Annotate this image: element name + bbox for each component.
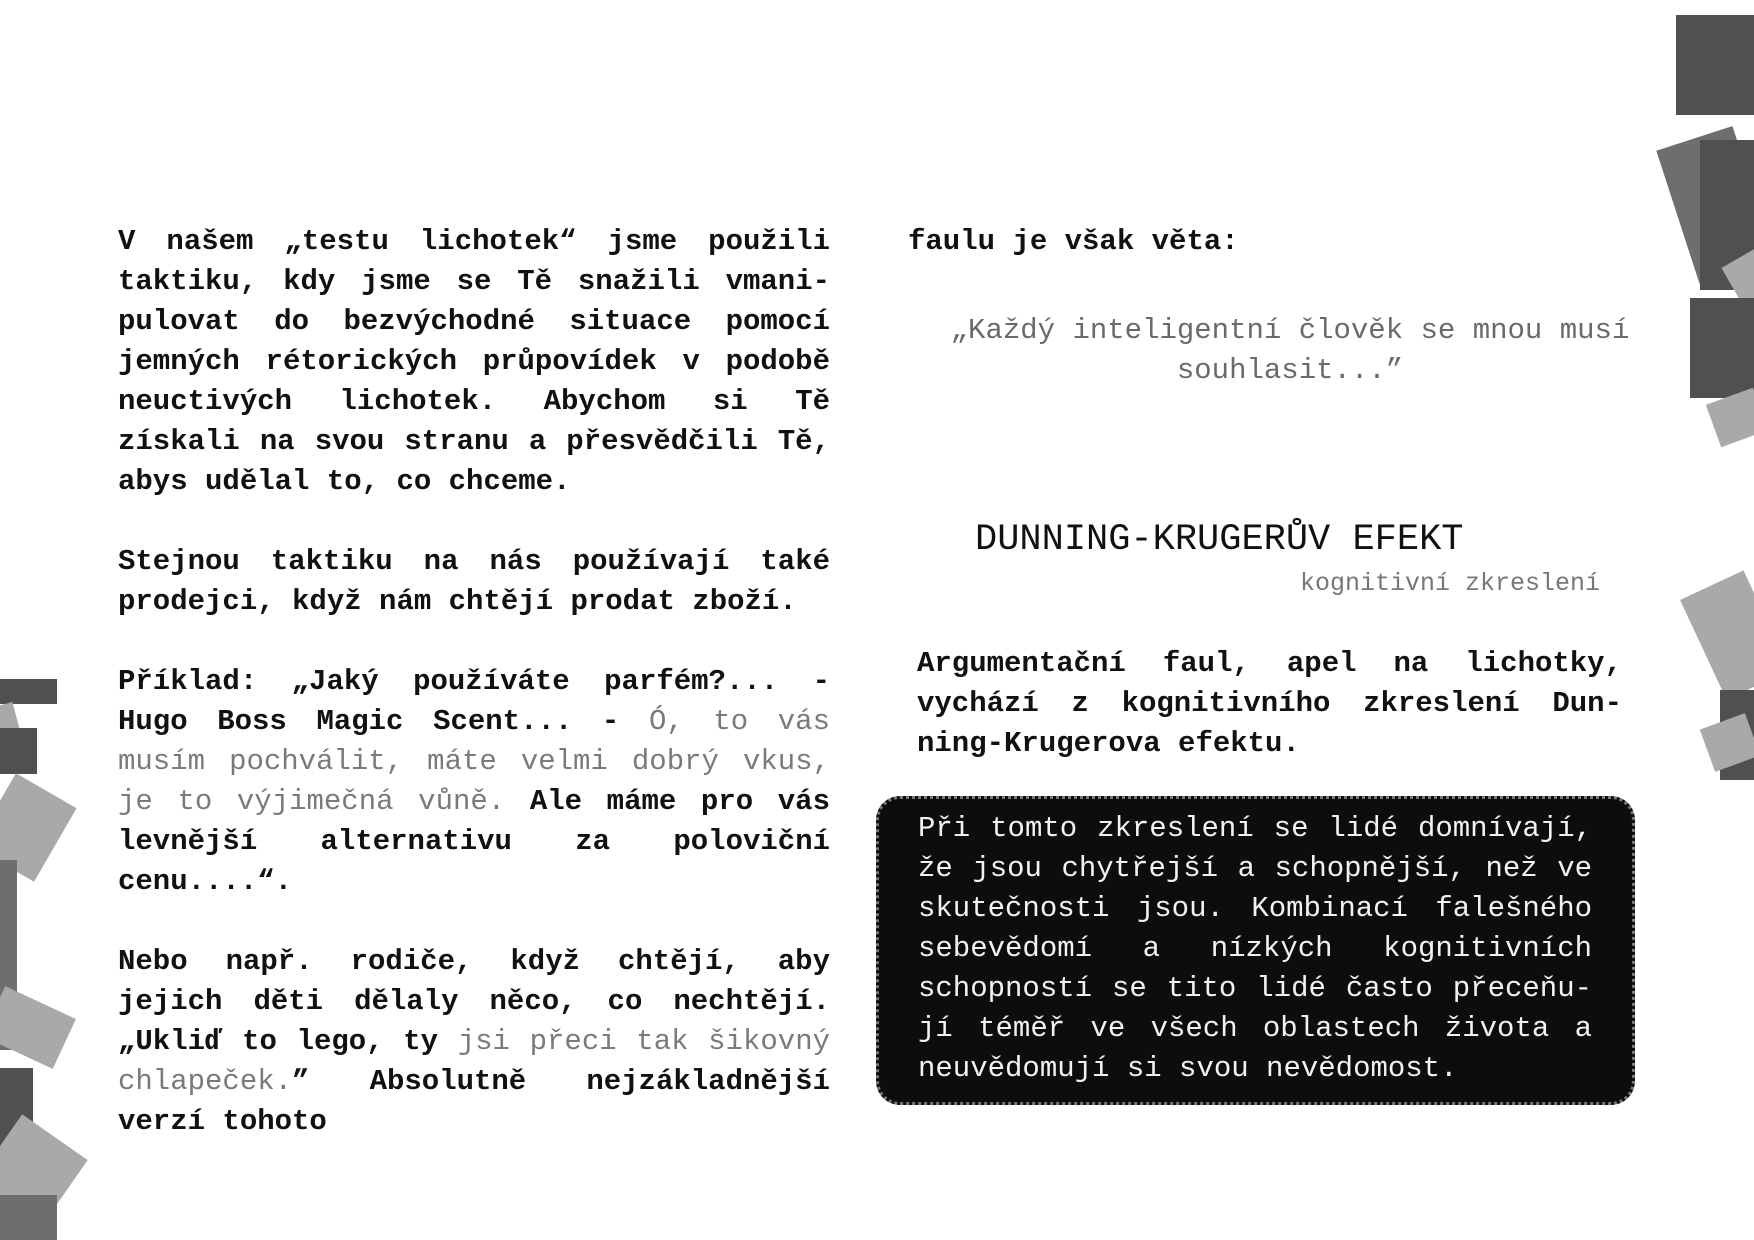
decorative-square: [0, 986, 76, 1069]
continuation-text: faulu je však věta:: [908, 225, 1239, 258]
parents-text: Nebo např. rodiče, když chtějí, aby jejich děti dělaly něco, co nechtějí. „Ukliď to lego, ty: [118, 945, 830, 1058]
example-text: Příklad: „Jaký používáte parfém?... - Hugo Boss Magic Scent... -: [118, 665, 830, 738]
parents-flattery-highlight: jsi přeci tak šikovný chlapeček.: [118, 1025, 830, 1098]
section-subheading: kognitivní zkreslení: [1299, 569, 1600, 598]
info-box: [876, 796, 1635, 1105]
decorative-square: [0, 1195, 57, 1240]
section-heading: DUNNING-KRUGERŮV EFEKT: [975, 519, 1464, 561]
decorative-square: [1676, 15, 1754, 115]
info-box-text: Při tomto zkreslení se lidé domnívají, že jsou chytřejší a schopnější, než ve skutečnosti jsou. Kombinací falešného sebevědomí a nízkých kognitivních schopností se tito lidé často přeceňují téměř ve všech oblastech života a neuvědomují si svou nevědomost.: [918, 812, 1592, 1085]
decorative-square: [0, 679, 57, 704]
paragraph-sellers: Stejnou taktiku na nás používají také prodejci, když nám chtějí prodat zboží.: [118, 545, 830, 618]
quote: „Každý inteligentní člověk se mnou musí souhlasit...”: [950, 314, 1630, 387]
parents-text-end: ” Absolutně nejzákladnější verzí tohoto: [118, 1065, 830, 1138]
decorative-square: [0, 728, 37, 774]
example-flattery-highlight: Ó, to vás musím pochválit, máte velmi dobrý vkus, je to výjimečná vůně.: [118, 705, 830, 818]
paragraph-flattery-test: V našem „testu lichotek“ jsme použili taktiku, kdy jsme se Tě snažili vmanipulovat do bezvýchodné situace pomocí jemných rétorických průpovídek v podobě neuctivých lichotek. Abychom si Tě získali na svou stranu a přesvědčili Tě, abys udělal to, co chceme.: [118, 225, 830, 498]
intro-paragraph: Argumentační faul, apel na lichotky, vychází z kognitivního zkreslení Dunning-Krugerova efektu.: [917, 647, 1622, 760]
left-column: [118, 222, 830, 1142]
paragraph-parents: [118, 942, 830, 1142]
example-text-end: Ale máme pro vás levnější alternativu za poloviční cenu....“.: [118, 785, 830, 898]
decorative-square: [1690, 298, 1754, 398]
decorative-square: [1680, 570, 1754, 699]
paragraph-example: [118, 662, 830, 902]
